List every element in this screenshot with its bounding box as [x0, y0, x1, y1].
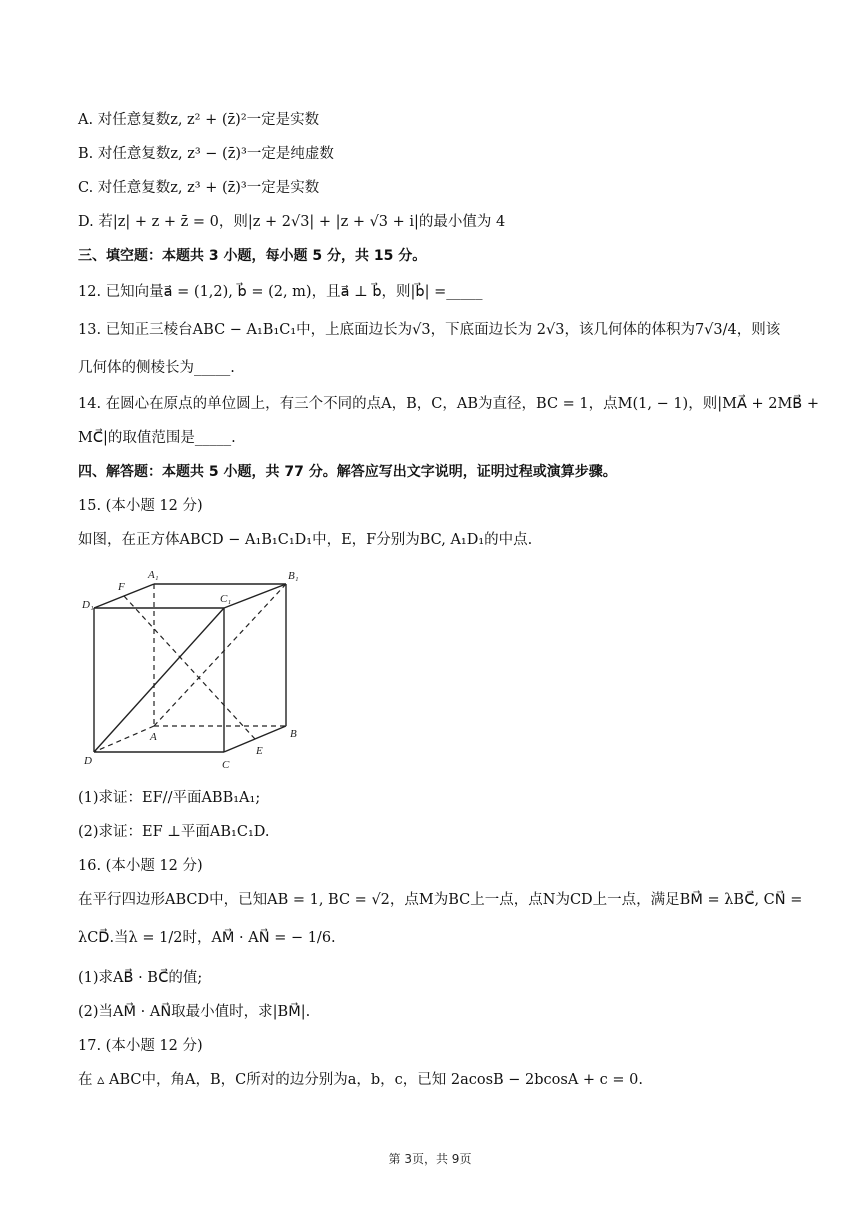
question-14-line-1: 14. 在圆心在原点的单位圆上，有三个不同的点A，B，C，AB为直径，BC = 1，点M(1, − 1)，则|MA⃗ + 2MB⃗ + [78, 396, 820, 412]
question-13-line-2: 几何体的侧棱长为_____. [78, 360, 235, 376]
question-16-header: 16. (本小题 12 分) [78, 858, 203, 874]
label-d1: D₁ [82, 599, 94, 611]
question-17-header: 17. (本小题 12 分) [78, 1038, 203, 1054]
option-c: C. 对任意复数z, z³ + (z̄)³一定是实数 [78, 180, 320, 196]
section-heading-answers: 四、解答题：本题共 5 小题，共 77 分。解答应写出文字说明，证明过程或演算步骤。 [78, 464, 617, 480]
cube-edge [224, 584, 286, 608]
page-footer: 第 3页，共 9页 [388, 1152, 472, 1166]
label-f: F [118, 581, 125, 593]
question-15-part-1: (1)求证：EF//平面ABB₁A₁; [78, 790, 261, 806]
diagonal-dc1 [94, 608, 224, 752]
segment-ef [124, 596, 255, 739]
question-15-part-2: (2)求证：EF ⊥平面AB₁C₁D. [78, 824, 270, 840]
option-a: A. 对任意复数z, z² + (z̄)²一定是实数 [78, 112, 320, 128]
label-d: D [84, 755, 92, 767]
question-12: 12. 已知向量a⃗ = (1,2), b⃗ = (2, m)，且a⃗ ⊥ b⃗，则|b⃗| =_____ [78, 284, 483, 300]
option-b: B. 对任意复数z, z³ − (z̄)³一定是纯虚数 [78, 146, 334, 162]
label-a: A [150, 731, 157, 743]
label-b1: B₁ [288, 570, 299, 582]
question-16-stem-line-1: 在平行四边形ABCD中，已知AB = 1, BC = √2，点M为BC上一点，点N为CD上一点，满足BM⃗ = λBC⃗, CN⃗ = [78, 892, 803, 908]
question-16-stem-line-2: λCD⃗.当λ = 1/2时，AM⃗ · AN⃗ = − 1/6. [78, 930, 336, 946]
cube-figure [80, 564, 310, 774]
label-c1: C₁ [220, 593, 232, 605]
label-a1: A₁ [148, 569, 159, 581]
question-14-line-2: MC⃗|的取值范围是_____. [78, 430, 236, 446]
hidden-diagonal-ab1 [154, 584, 286, 726]
hidden-edge [94, 726, 154, 752]
question-17-stem: 在 ▵ ABC中，角A，B，C所对的边分别为a，b，c，已知 2acosB − 2bcosA + c = 0. [78, 1072, 644, 1088]
section-heading-fill-in: 三、填空题：本题共 3 小题，每小题 5 分，共 15 分。 [78, 248, 427, 264]
option-d: D. 若|z| + z + z̄ = 0，则|z + 2√3| + |z + √3 + i|的最小值为 4 [78, 214, 506, 230]
label-e: E [256, 745, 263, 757]
question-16-part-2: (2)当AM⃗ · AN⃗取最小值时，求|BM⃗|. [78, 1004, 311, 1020]
label-b: B [290, 728, 297, 740]
question-16-part-1: (1)求AB⃗ · BC⃗的值; [78, 970, 203, 986]
label-c: C [222, 759, 230, 771]
question-15-stem: 如图，在正方体ABCD − A₁B₁C₁D₁中，E，F分别为BC, A₁D₁的中点. [78, 532, 533, 548]
question-13-line-1: 13. 已知正三棱台ABC − A₁B₁C₁中，上底面边长为√3，下底面边长为 2√3，该几何体的体积为7√3/4，则该 [78, 322, 781, 338]
question-15-header: 15. (本小题 12 分) [78, 498, 203, 514]
